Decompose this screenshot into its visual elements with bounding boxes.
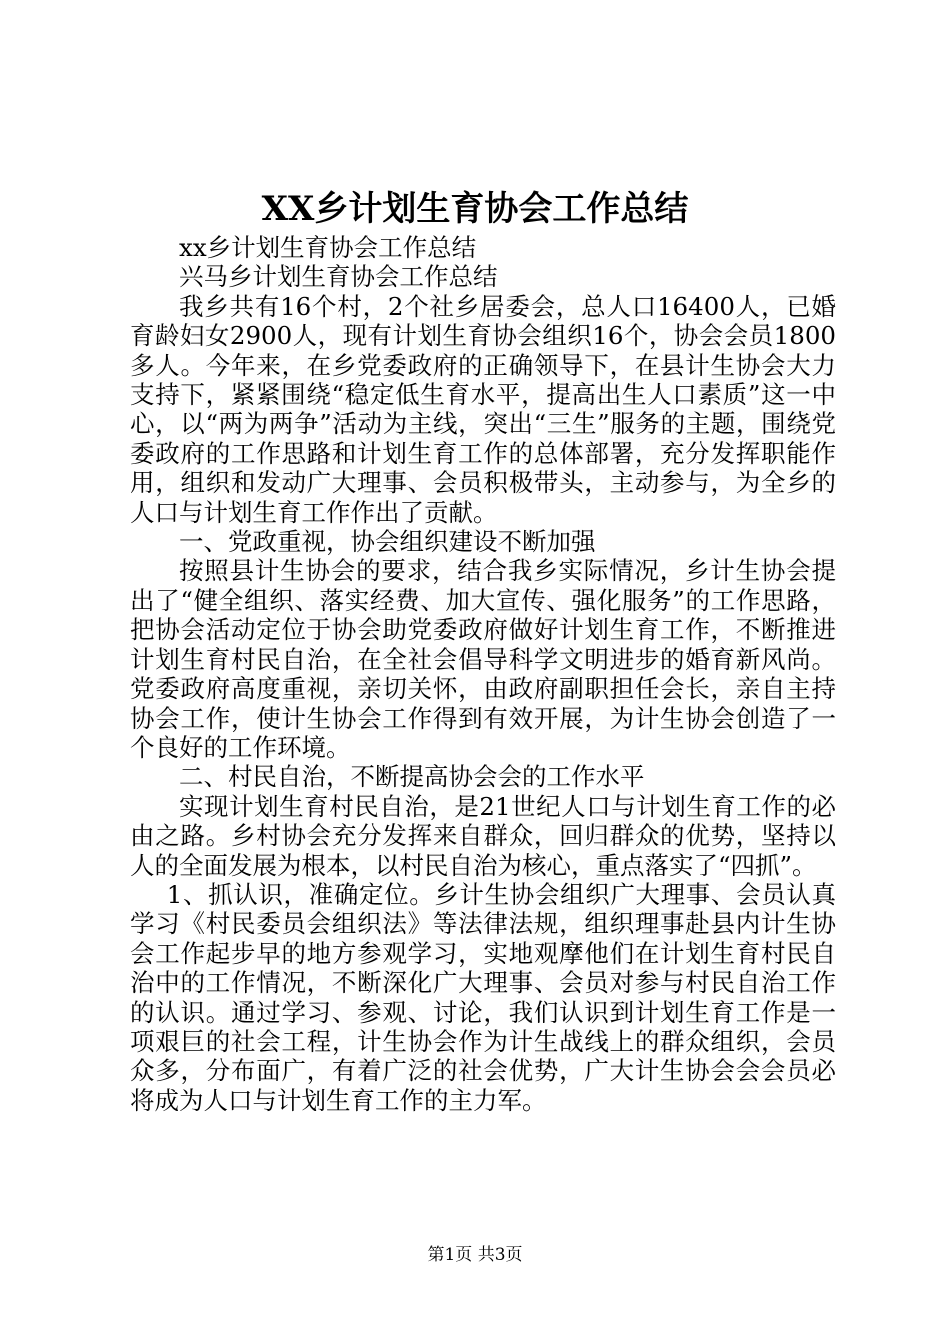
document-body — [130, 233, 836, 1115]
subtitle-line: 兴马乡计划生育协会工作总结 — [179, 262, 498, 292]
page-number: 第1页 共3页 — [427, 1245, 523, 1265]
body-paragraph: 我乡共有16个村，2个社乡居委会，总人口16400人，已婚育龄妇女2900人，现有计划生育协会组织16个，协会会员1800多人。今年来，在乡党委政府的正确领导下，在县计生协会大力支持下，紧紧围绕“稳定低生育水平，提高出生人口素质”这一中心，以“两为两争”活动为主线，突出“三生”服务的主题，围绕党委政府的工作思路和计划生育工作的总体部署，充分发挥职能作用，组织和发动广大理事、会员积极带头，主动参与，为全乡的人口与计划生育工作作出了贡献。 — [130, 291, 836, 527]
section-heading: 二、村民自治，不断提高协会会的工作水平 — [179, 762, 645, 792]
body-paragraph: 按照县计生协会的要求，结合我乡实际情况，乡计生协会提出了“健全组织、落实经费、加大宣传、强化服务”的工作思路，把协会活动定位于协会助党委政府做好计划生育工作，不断推进计划生育村民自治，在全社会倡导科学文明进步的婚育新风尚。党委政府高度重视，亲切关怀，由政府副职担任会长，亲自主持协会工作，使计生协会工作得到有效开展，为计生协会创造了一个良好的工作环境。 — [130, 556, 836, 762]
body-paragraph: 实现计划生育村民自治，是21世纪人口与计划生育工作的必由之路。乡村协会充分发挥来自群众，回归群众的优势，坚持以人的全面发展为根本，以村民自治为核心，重点落实了“四抓”。 — [130, 791, 836, 880]
document-title: XX乡计划生育协会工作总结 — [261, 189, 689, 229]
section-heading: 一、党政重视，协会组织建设不断加强 — [179, 527, 596, 557]
body-paragraph: 1、抓认识，准确定位。乡计生协会组织广大理事、会员认真学习《村民委员会组织法》等法律法规，组织理事赴县内计生协会工作起步早的地方参观学习，实地观摩他们在计划生育村民自治中的工作情况，不断深化广大理事、会员对参与村民自治工作的认识。通过学习、参观、讨论，我们认识到计划生育工作是一项艰巨的社会工程，计生协会作为计生战线上的群众组织，会员众多，分布面广，有着广泛的社会优势，广大计生协会会会员必将成为人口与计划生育工作的主力军。 — [130, 879, 836, 1115]
subtitle-line: xx乡计划生育协会工作总结 — [179, 233, 477, 262]
